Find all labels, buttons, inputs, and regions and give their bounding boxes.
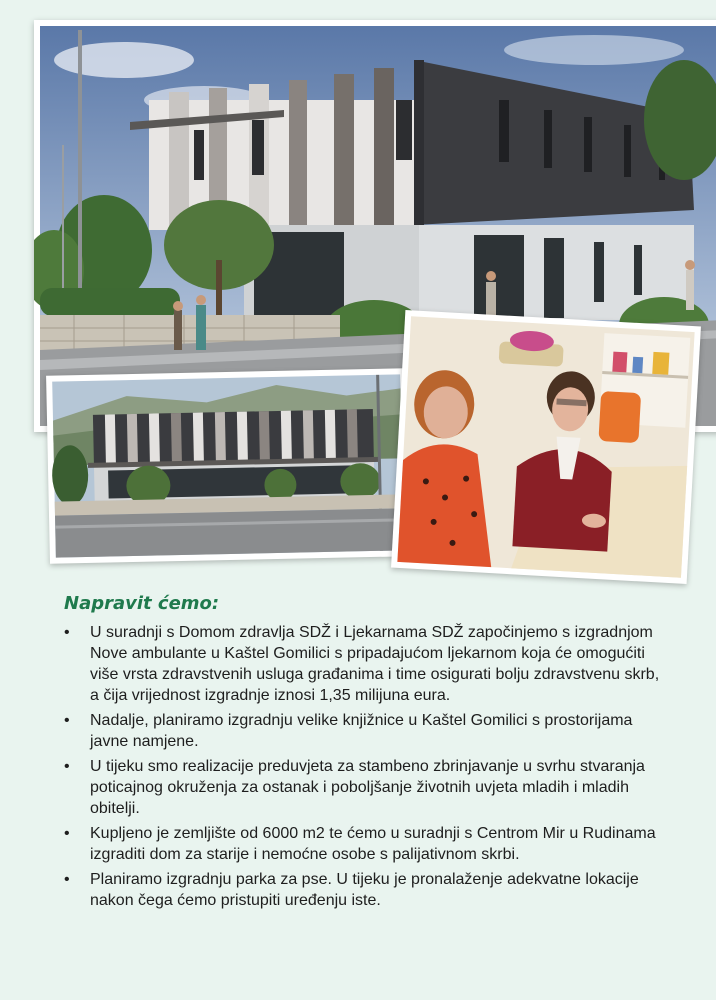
list-item bbox=[60, 869, 660, 911]
plans-bullet-list bbox=[60, 622, 660, 915]
list-item-text: Planiramo izgradnju parka za pse. U tijeku je pronalaženje adekvatne lokacije nakon čega ćemo pristupiti uređenju iste. bbox=[90, 871, 639, 909]
list-item bbox=[60, 823, 660, 865]
bullet-icon: • bbox=[64, 712, 70, 729]
list-item bbox=[60, 622, 660, 706]
section-heading: Napravit ćemo: bbox=[64, 593, 220, 614]
building-street-view-photo bbox=[46, 368, 410, 563]
list-item-text: U suradnji s Domom zdravlja SDŽ i Ljekarnama SDŽ započinjemo s izgradnjom Nove ambulante u Kaštel Gomilici s pripadajućom ljekarnom koja će omogućiti više vrsta zdravstvenih usluga građanima i time osigurati bolju zdravstvenu skrb, a čija vrijednost izgradnje iznosi 1,35 milijuna eura. bbox=[90, 624, 660, 704]
list-item-text: Nadalje, planiramo izgradnju velike knjižnice u Kaštel Gomilici s prostorijama javne namjene. bbox=[90, 712, 633, 750]
list-item-text: Kupljeno je zemljište od 6000 m2 te ćemo u suradnji s Centrom Mir u Rudinama izgraditi dom za starije i nemoćne osobe s palijativnom skrbi. bbox=[90, 825, 656, 863]
bullet-icon: • bbox=[64, 758, 70, 775]
list-item bbox=[60, 710, 660, 752]
bullet-icon: • bbox=[64, 825, 70, 842]
bullet-icon: • bbox=[64, 871, 70, 888]
list-item-text: U tijeku smo realizacije preduvjeta za stambeno zbrinjavanje u svrhu stvaranja poticajnog okruženja za ostanak i poboljšanje životnih uvjeta mladih i mladih obitelji. bbox=[90, 758, 645, 817]
elderly-women-photo bbox=[391, 310, 701, 584]
list-item bbox=[60, 756, 660, 819]
bullet-icon: • bbox=[64, 624, 70, 641]
